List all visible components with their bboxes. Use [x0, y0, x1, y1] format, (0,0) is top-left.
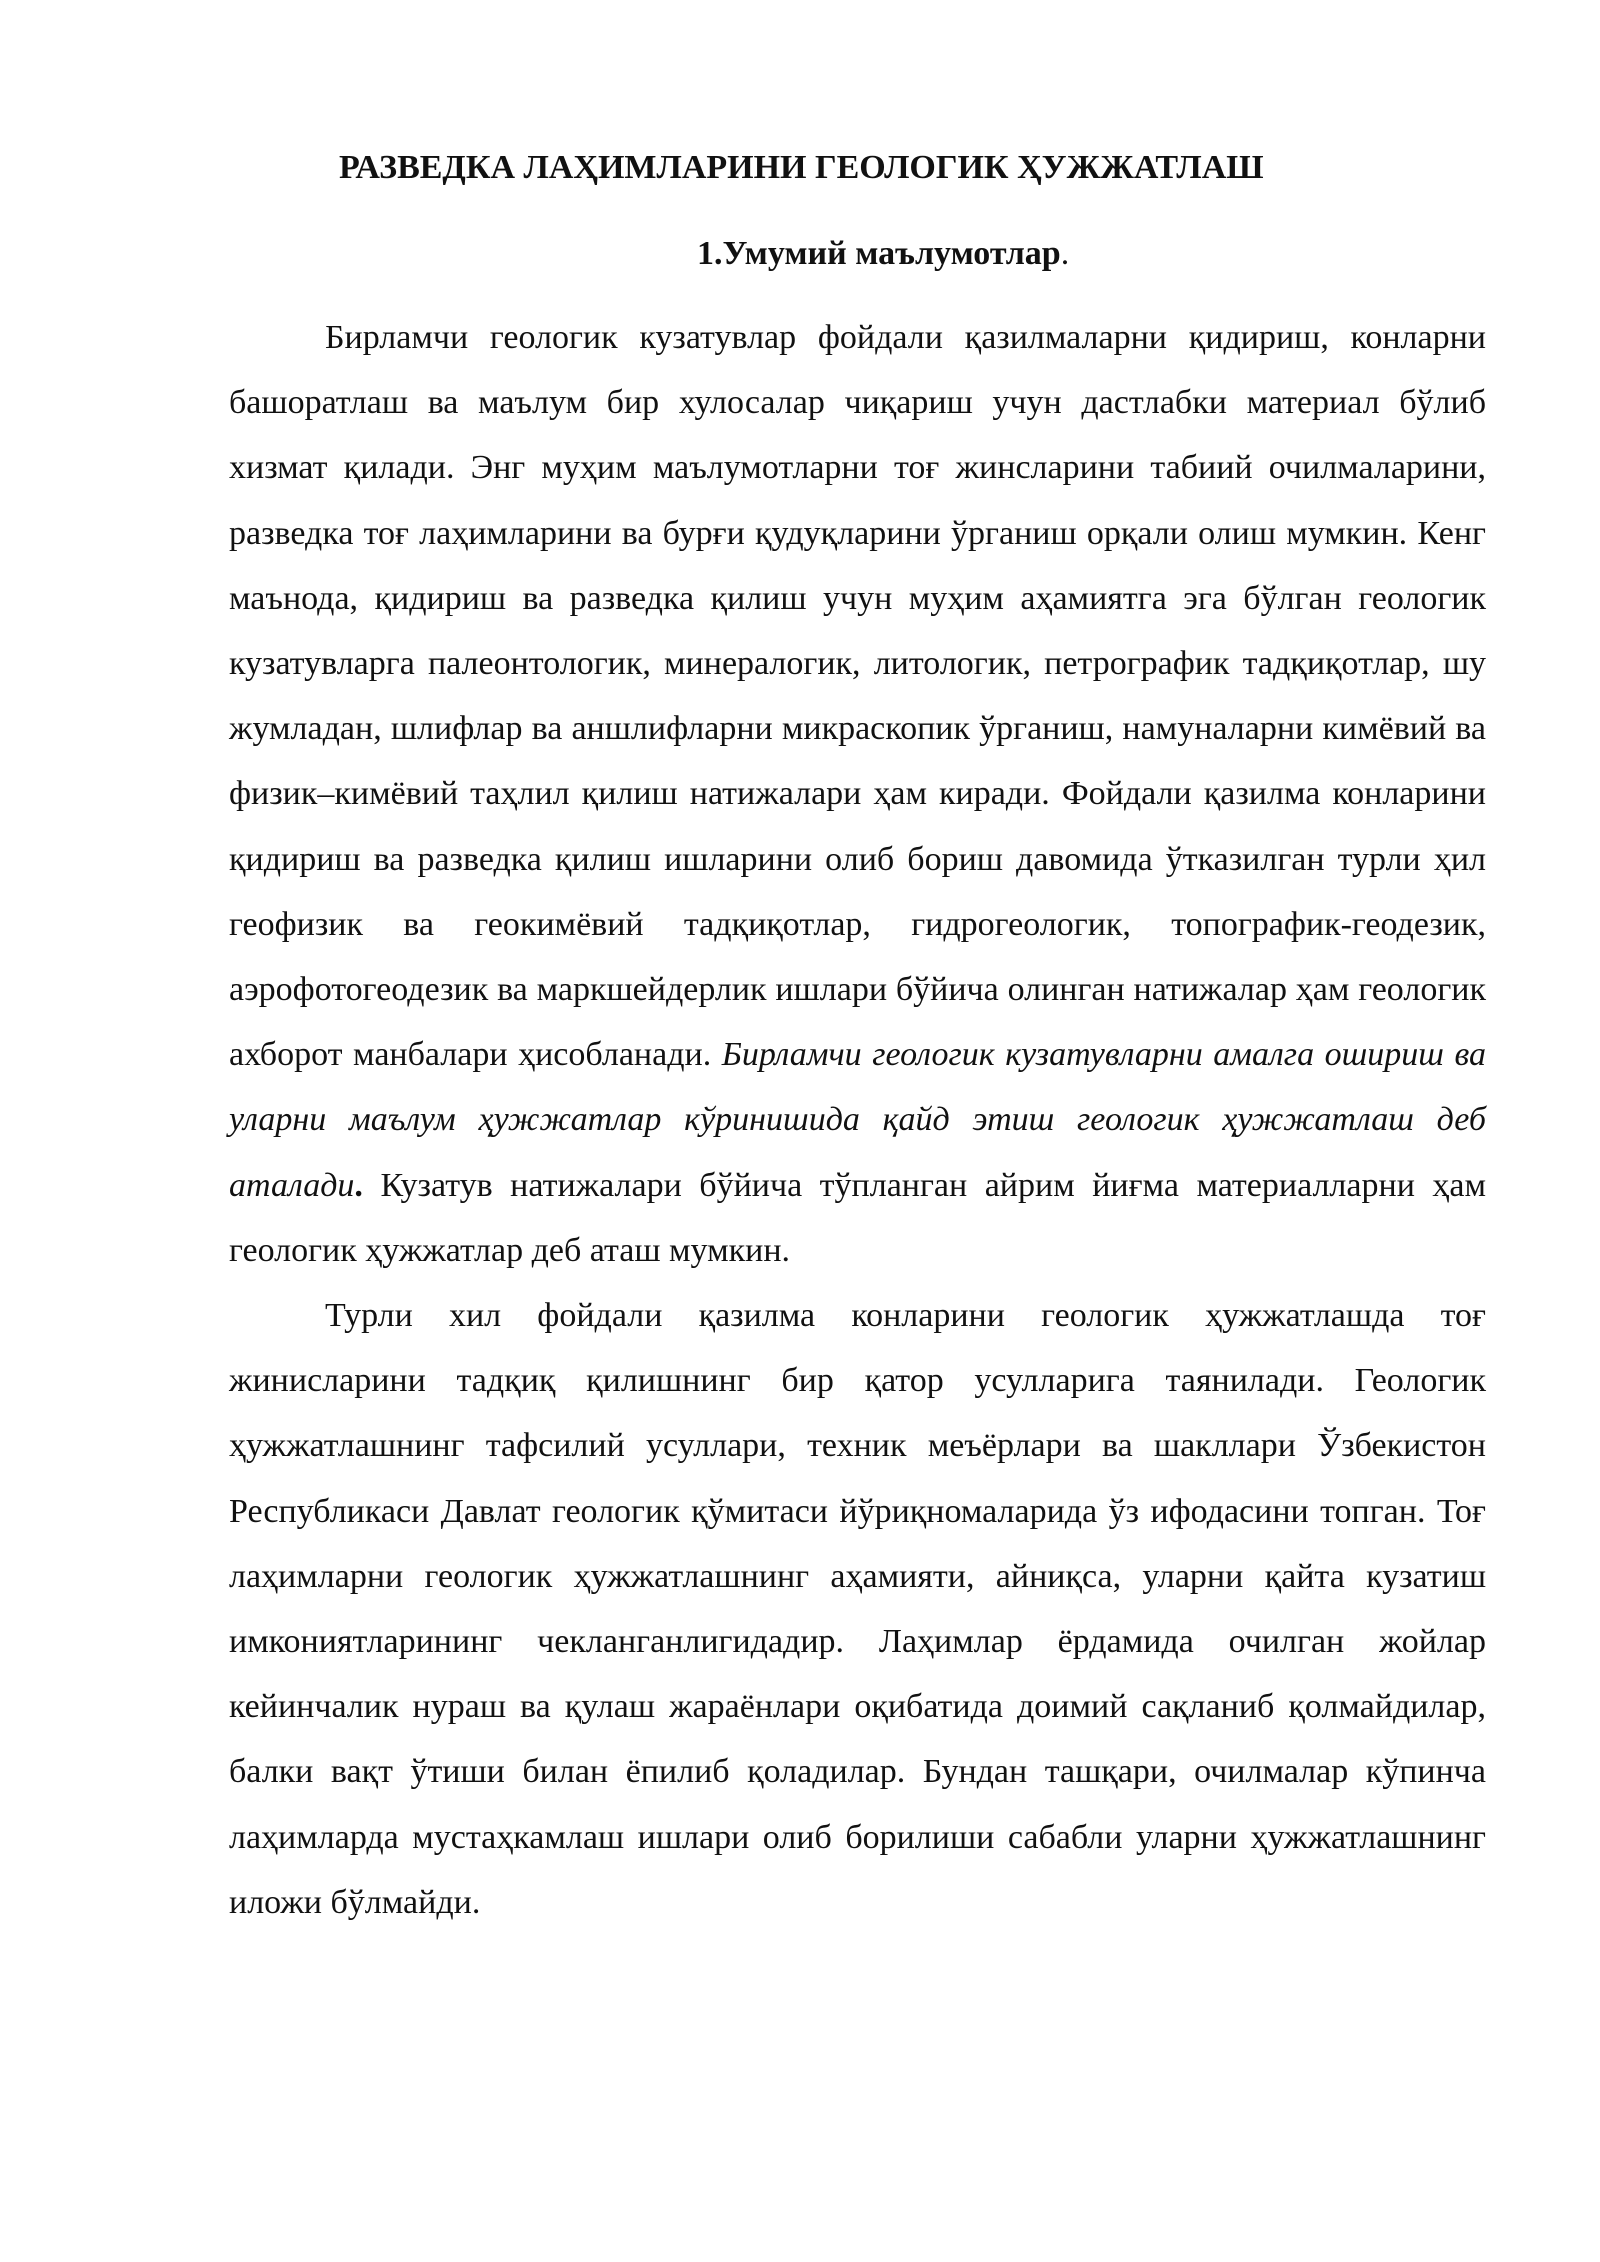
section-heading-text: 1.Умумий маълумотлар [697, 235, 1061, 272]
document-title: РАЗВЕДКА ЛАҲИМЛАРИНИ ГЕОЛОГИК ҲУЖЖАТЛАШ [339, 149, 1264, 186]
section-heading [229, 234, 1486, 274]
paragraph-1-text-end: Кузатув натижалари бўйича тўпланган айрим йиғма материалларни ҳам геологик ҳужжатлар деб аташ мумкин. [229, 1166, 1487, 1269]
document-page [229, 148, 1486, 1935]
paragraph-1-definition-period: . [354, 1166, 363, 1204]
paragraph-1 [229, 305, 1486, 1283]
paragraph-1-text: Бирламчи геологик кузатувлар фойдали қазилмаларни қидириш, конларни башоратлаш ва маълум бир хулосалар чиқариш учун дастлабки материал бўлиб хизмат қилади. Энг муҳим маълумотларни тоғ жинсларини табиий очилмаларини, разведка тоғ лаҳимларини ва бурғи қудуқларини ўрганиш орқали олиш мумкин. Кенг маънода, қидириш ва разведка қилиш учун муҳим аҳамиятга эга бўлган геологик кузатувларга палеонтологик, минералогик, литологик, петрографик тадқиқотлар, шу жумладан, шлифлар ва аншлифларни микраскопик ўрганиш, намуналарни кимёвий ва физик–кимёвий таҳлил қилиш натижалари ҳам киради. Фойдали қазилма конларини қидириш ва разведка қилиш ишларини олиб бориш давомида ўтказилган турли ҳил геофизик ва геокимёвий тадқиқотлар, гидрогеологик, топографик-геодезик, аэрофотогеодезик ва маркшейдерлик ишлари бўйича олинган натижалар ҳам геологик ахборот манбалари ҳисобланади. [229, 319, 1486, 1074]
section-heading-period: . [1060, 235, 1070, 272]
paragraph-1-definition: Бирламчи геологик кузатувларни амалга ошириш ва уларни маълум ҳужжатлар кўринишида қайд этиш геологик ҳужжатлаш деб аталади [229, 1036, 1487, 1204]
paragraph-2: Турли хил фойдали қазилма конларини геологик ҳужжатлашда тоғ жинисларини тадқиқ қилишнинг бир қатор усулларига таянилади. Геологик ҳужжатлашнинг тафсилий усуллари, техник меъёрлари ва шакллари Ўзбекистон Республикаси Давлат геологик қўмитаси йўриқномаларида ўз ифодасини топган. Тоғ лаҳимларни геологик ҳужжатлашнинг аҳамияти, айниқса, уларни қайта кузатиш имкониятларининг чекланганлигидадир. Лаҳимлар ёрдамида очилган жойлар кейинчалик нураш ва қулаш жараёнлари оқибатида доимий сақланиб қолмайдилар, балки вақт ўтиши билан ёпилиб қоладилар. Бундан ташқари, очилмалар кўпинча лаҳимларда мустаҳкамлаш ишлари олиб борилиши сабабли уларни ҳужжатлашнинг иложи бўлмайди. [229, 1297, 1486, 1921]
